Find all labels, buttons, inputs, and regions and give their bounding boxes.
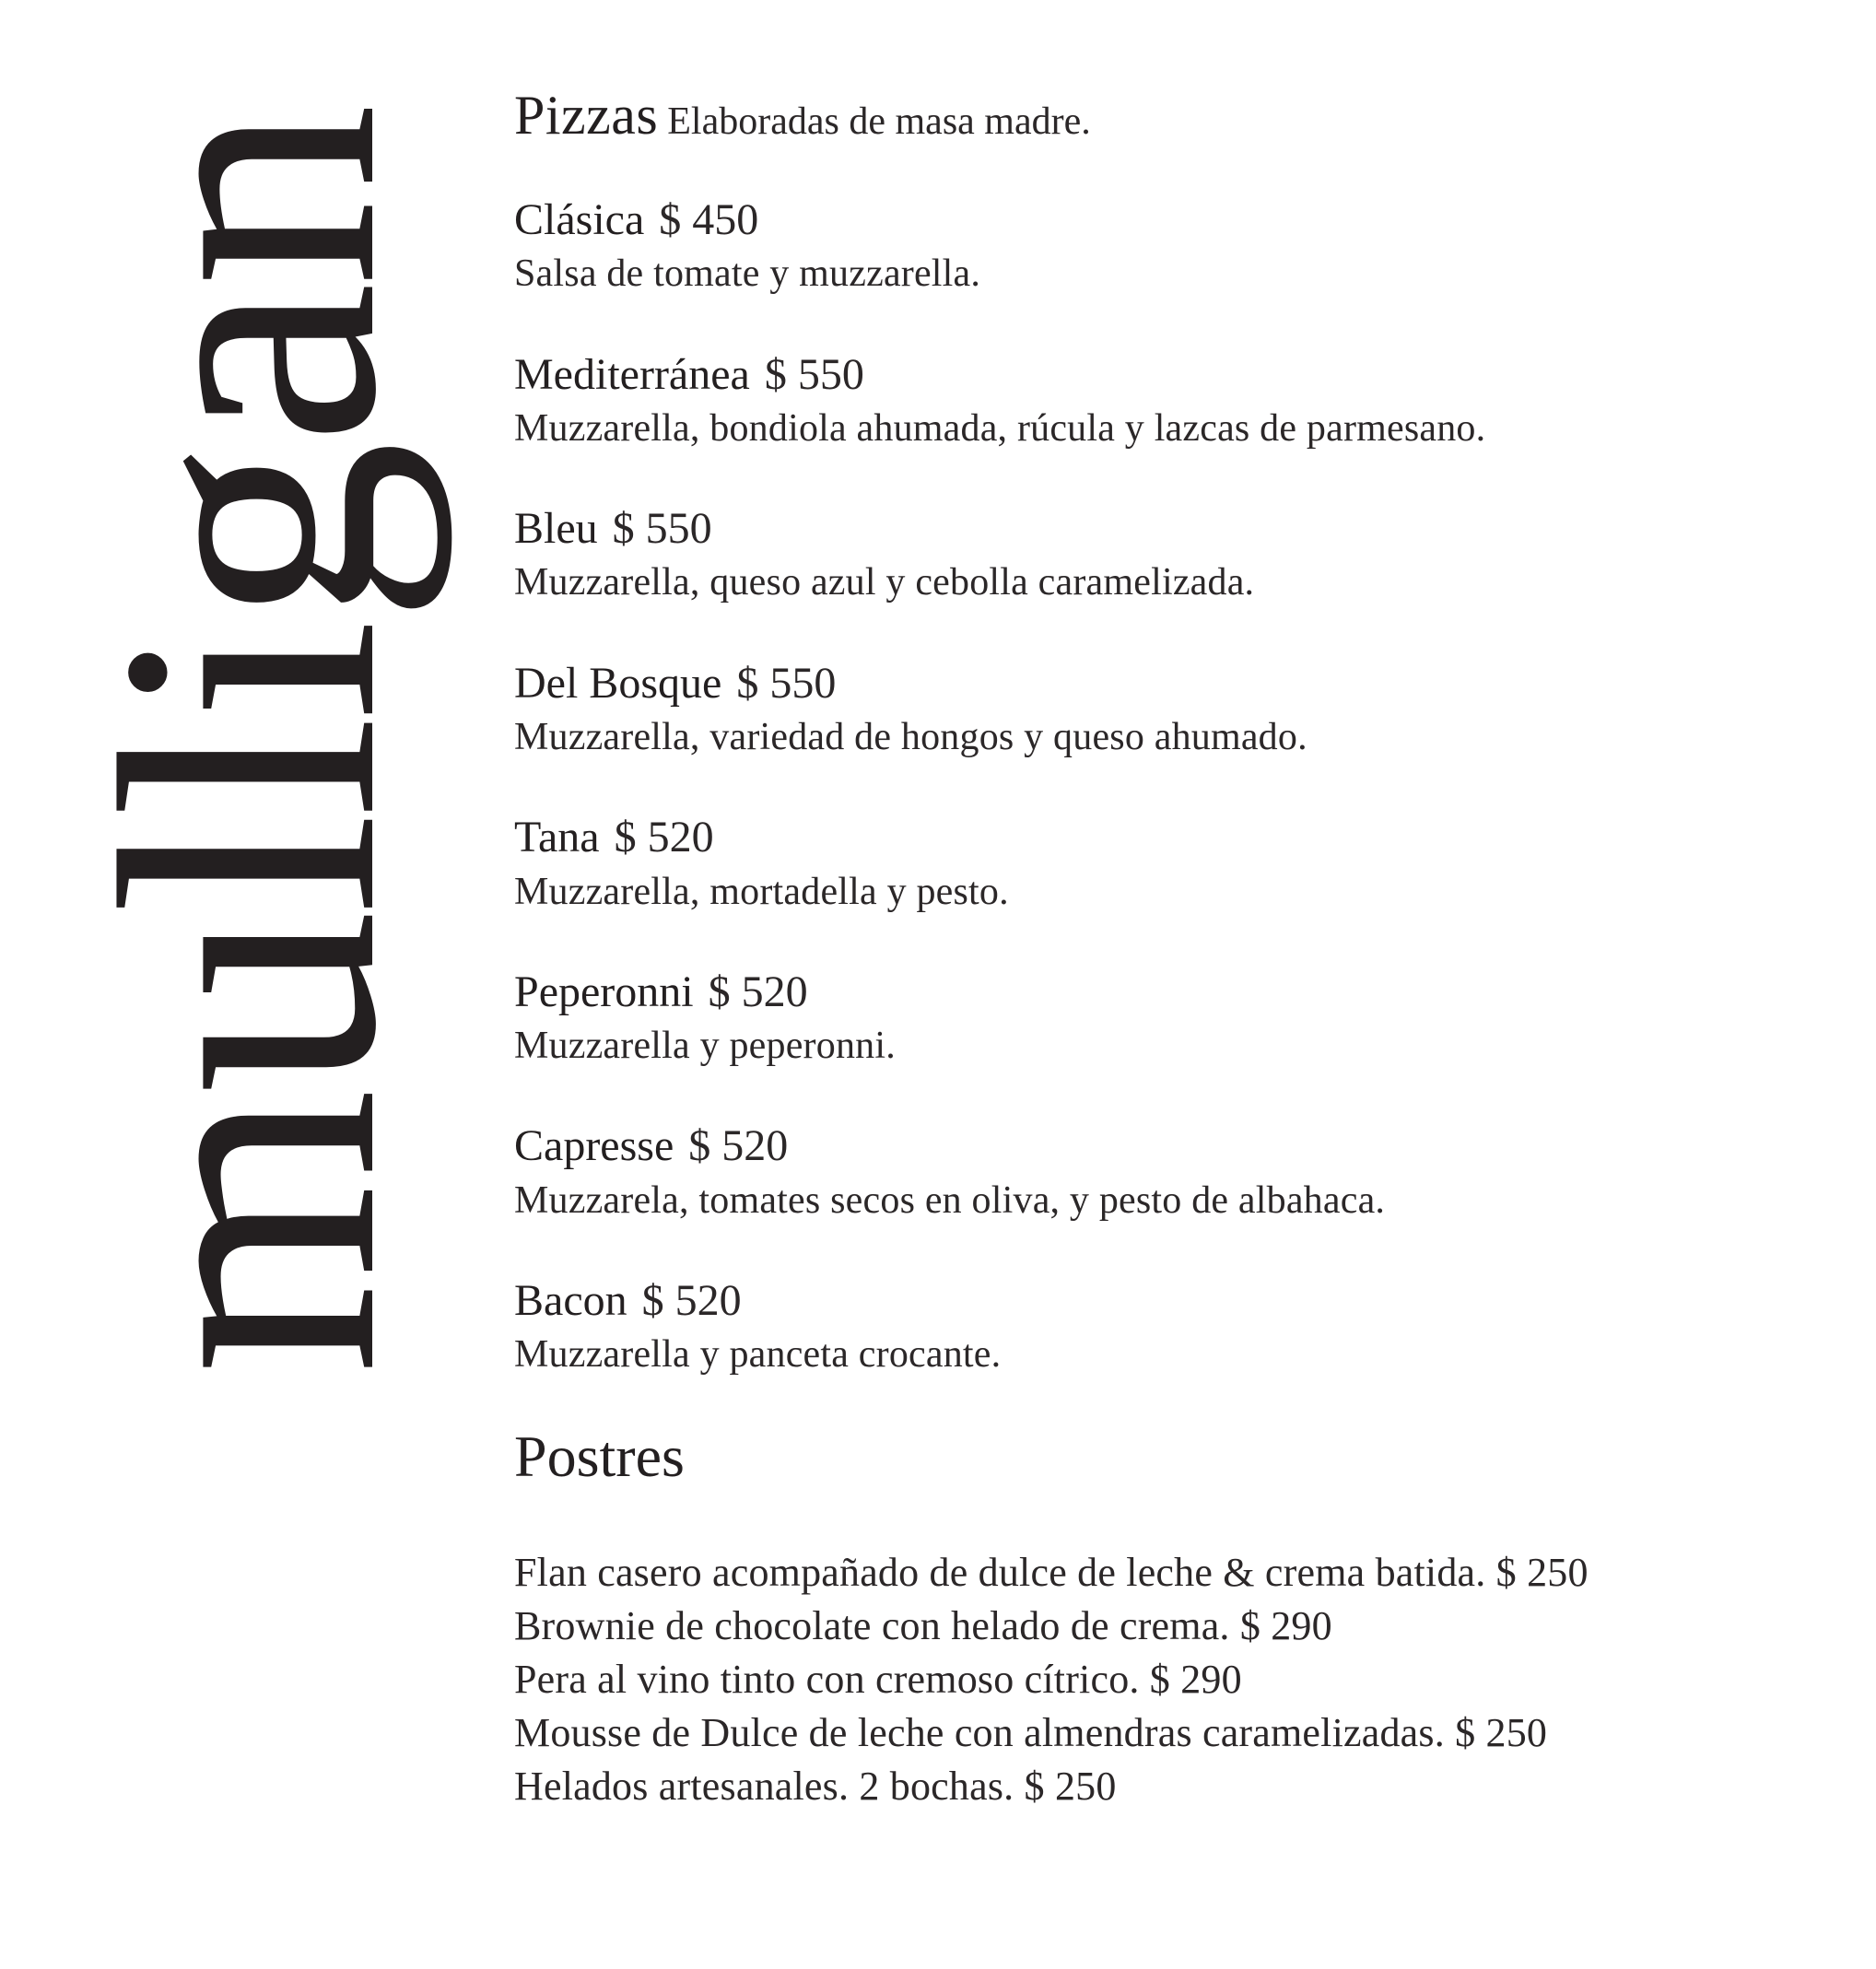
brand-logo: mulligan <box>44 108 452 1376</box>
menu-item-clasica <box>514 194 1841 298</box>
menu-item-del-bosque <box>514 658 1841 761</box>
postre-item: Mousse de Dulce de leche con almendras caramelizadas. $ 250 <box>514 1710 1548 1756</box>
item-name: Bacon <box>514 1276 627 1326</box>
item-price: $ 520 <box>614 813 714 862</box>
item-name: Capresse <box>514 1121 674 1171</box>
item-description: Muzzarela, tomates secos en oliva, y pesto de albahaca. <box>514 1178 1386 1222</box>
item-name: Peperonni <box>514 967 694 1016</box>
menu-item-tana <box>514 812 1841 915</box>
item-name: Mediterránea <box>514 349 750 399</box>
menu-item-peperonni <box>514 967 1841 1070</box>
item-price: $ 550 <box>764 349 864 399</box>
postre-item: Helados artesanales. 2 bochas. $ 250 <box>514 1764 1117 1810</box>
item-description: Muzzarella, mortadella y pesto. <box>514 870 1009 913</box>
item-name: Bleu <box>514 504 598 554</box>
pizzas-title: Pizzas <box>514 85 659 146</box>
item-name: Del Bosque <box>514 658 722 708</box>
brand-logo-area <box>44 92 452 1391</box>
item-price: $ 550 <box>736 658 837 708</box>
pizzas-subtitle: Elaboradas de masa madre. <box>667 100 1091 143</box>
postres-title: Postres <box>514 1423 685 1489</box>
item-description: Muzzarella, queso azul y cebolla caramelizada. <box>514 561 1255 604</box>
item-price: $ 520 <box>688 1121 789 1171</box>
postres-list <box>514 1546 1841 1813</box>
item-description: Muzzarella y peperonni. <box>514 1025 896 1068</box>
pizzas-header <box>514 85 1841 146</box>
item-name: Tana <box>514 813 600 862</box>
postre-item: Flan casero acompañado de dulce de leche & crema batida. $ 250 <box>514 1550 1589 1596</box>
item-name: Clásica <box>514 195 645 244</box>
menu-content <box>514 85 1841 1813</box>
item-price: $ 520 <box>641 1276 742 1326</box>
menu-item-bacon <box>514 1275 1841 1378</box>
item-description: Muzzarella, variedad de hongos y queso ahumado. <box>514 715 1307 758</box>
menu-item-capresse <box>514 1120 1841 1224</box>
item-description: Muzzarella, bondiola ahumada, rúcula y lazcas de parmesano. <box>514 406 1486 450</box>
menu-item-mediterranea <box>514 349 1841 452</box>
postre-item: Pera al vino tinto con cremoso cítrico. $ 290 <box>514 1657 1242 1703</box>
menu-item-bleu <box>514 503 1841 606</box>
item-price: $ 550 <box>612 504 712 554</box>
postre-item: Brownie de chocolate con helado de crema. $ 290 <box>514 1603 1332 1649</box>
item-price: $ 520 <box>708 967 808 1016</box>
item-description: Muzzarella y panceta crocante. <box>514 1333 1002 1377</box>
item-price: $ 450 <box>659 195 759 244</box>
item-description: Salsa de tomate y muzzarella. <box>514 252 981 296</box>
